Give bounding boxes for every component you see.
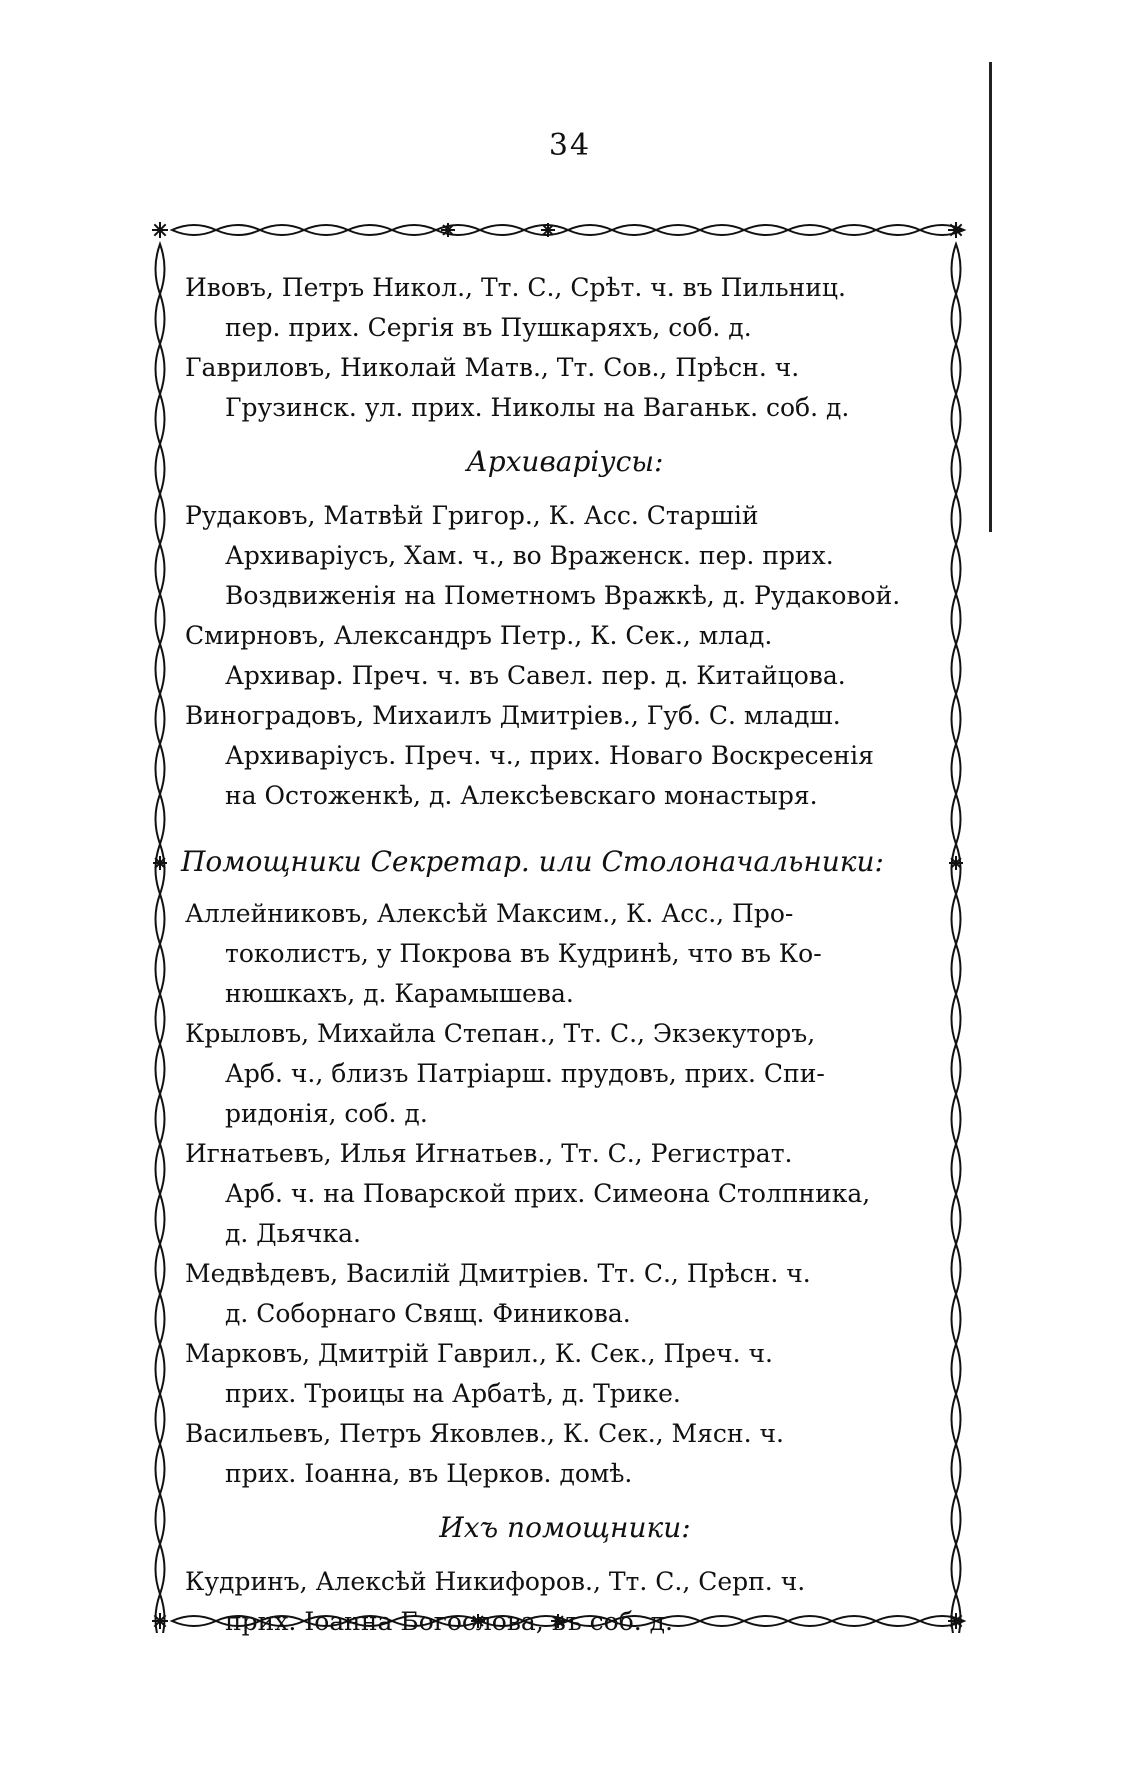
right-chain-link xyxy=(952,1444,961,1494)
right-chain-link xyxy=(952,1344,961,1394)
entry-line: Воздвиженія на Пометномъ Вражкѣ, д. Рудаковой. xyxy=(225,581,901,610)
left-chain-link xyxy=(156,1344,165,1394)
entry xyxy=(185,894,945,1014)
entry-line: Медвѣдевъ, Василій Дмитріев. Тт. С., Прѣсн. ч. xyxy=(185,1259,811,1288)
left-chain-link xyxy=(156,694,165,744)
top-chain-link xyxy=(480,225,524,235)
entry-line: Арб. ч., близъ Патріарш. прудовъ, прих. Спи- xyxy=(225,1059,825,1088)
left-chain-link xyxy=(156,794,165,844)
top-chain-link xyxy=(612,225,656,235)
section-heading: Помощники Секретар. или Столоначальники: xyxy=(181,845,884,878)
top-chain-link xyxy=(348,225,392,235)
left-chain-link xyxy=(156,1094,165,1144)
right-chain-link xyxy=(952,494,961,544)
entry xyxy=(185,1014,945,1134)
entry xyxy=(185,1334,945,1414)
entry-line: на Остоженкѣ, д. Алексѣевскаго монастыря. xyxy=(225,781,818,810)
entry xyxy=(185,348,945,428)
top-chain-link xyxy=(172,225,216,235)
entry xyxy=(185,1254,945,1334)
right-chain-link xyxy=(952,1144,961,1194)
right-chain-link xyxy=(952,1294,961,1344)
entry-line: Кудринъ, Алексѣй Никифоров., Тт. С., Серп. ч. xyxy=(185,1567,806,1596)
entry xyxy=(185,496,945,616)
right-chain-link xyxy=(952,394,961,444)
entry-line: прих. Троицы на Арбатѣ, д. Трике. xyxy=(225,1379,681,1408)
section-their-assistants xyxy=(185,1508,945,1642)
left-chain-link xyxy=(156,744,165,794)
entry-line: пер. прих. Сергія въ Пушкаряхъ, соб. д. xyxy=(225,313,752,342)
right-chain-link xyxy=(952,294,961,344)
right-chain-link xyxy=(952,1394,961,1444)
right-chain-link xyxy=(952,1494,961,1544)
left-chain-link xyxy=(156,1144,165,1194)
entry-line: Архиваріусъ. Преч. ч., прих. Новаго Воскресенія xyxy=(225,741,874,770)
right-chain-link xyxy=(952,444,961,494)
entry-line: Марковъ, Дмитрій Гаврил., К. Сек., Преч. ч. xyxy=(185,1339,773,1368)
left-chain-link xyxy=(156,944,165,994)
entry-line: Васильевъ, Петръ Яковлев., К. Сек., Мясн. ч. xyxy=(185,1419,784,1448)
right-chain-link xyxy=(952,594,961,644)
right-chain-link xyxy=(952,544,961,594)
right-chain-link xyxy=(952,944,961,994)
right-chain-link xyxy=(952,994,961,1044)
left-chain-link xyxy=(156,494,165,544)
top-chain-link xyxy=(392,225,436,235)
entry-line: нюшкахъ, д. Карамышева. xyxy=(225,979,574,1008)
right-chain-link xyxy=(952,1094,961,1144)
top-chain-link xyxy=(656,225,700,235)
left-chain-link xyxy=(156,994,165,1044)
left-chain-link xyxy=(156,1194,165,1244)
top-chain-link xyxy=(700,225,744,235)
left-chain-link xyxy=(156,1494,165,1544)
right-chain-link xyxy=(952,644,961,694)
entry-line: Архивар. Преч. ч. въ Савел. пер. д. Китайцова. xyxy=(225,661,846,690)
entry-line: Архиваріусъ, Хам. ч., во Враженск. пер. прих. xyxy=(225,541,834,570)
entry-line: Виноградовъ, Михаилъ Дмитріев., Губ. С. младш. xyxy=(185,701,841,730)
section-heading: Ихъ помощники: xyxy=(439,1511,691,1544)
left-chain-link xyxy=(156,1244,165,1294)
left-chain-link xyxy=(156,294,165,344)
entry xyxy=(185,1562,945,1642)
page-text xyxy=(181,268,945,1642)
right-chain-link xyxy=(952,794,961,844)
entry xyxy=(185,1414,945,1494)
entry-line: Арб. ч. на Поварской прих. Симеона Столпника, xyxy=(225,1179,871,1208)
entry-line: Гавриловъ, Николай Матв., Тт. Сов., Прѣсн. ч. xyxy=(185,353,800,382)
left-chain-link xyxy=(156,444,165,494)
right-chain-link xyxy=(952,344,961,394)
right-chain-link xyxy=(952,694,961,744)
left-chain-link xyxy=(156,1294,165,1344)
right-chain-link xyxy=(952,1194,961,1244)
left-chain-link xyxy=(156,1444,165,1494)
entry-line: д. Дьячка. xyxy=(225,1219,361,1248)
entry-line: Рудаковъ, Матвѣй Григор., К. Асс. Старшій xyxy=(185,501,759,530)
section-assistant-secretaries xyxy=(181,842,945,1494)
top-chain-link xyxy=(216,225,260,235)
entry-line: Крыловъ, Михайла Степан., Тт. С., Экзекуторъ, xyxy=(185,1019,816,1048)
left-chain-link xyxy=(156,594,165,644)
top-chain-link xyxy=(568,225,612,235)
entry-line: д. Соборнаго Свящ. Финикова. xyxy=(225,1299,631,1328)
right-chain-link xyxy=(952,894,961,944)
left-chain-link xyxy=(156,344,165,394)
top-chain-link xyxy=(304,225,348,235)
right-chain-link xyxy=(952,744,961,794)
left-chain-link xyxy=(156,394,165,444)
entry-line: Аллейниковъ, Алексѣй Максим., К. Асс., Про- xyxy=(185,899,794,928)
entry xyxy=(185,268,945,348)
entry-line: Грузинск. ул. прих. Николы на Ваганьк. соб. д. xyxy=(225,393,850,422)
right-chain-link xyxy=(952,1244,961,1294)
entry-line: прих. Іоанна, въ Церков. домѣ. xyxy=(225,1459,633,1488)
left-chain-link xyxy=(156,644,165,694)
section-heading: Архиваріусы: xyxy=(466,445,664,478)
entry-line: токолистъ, у Покрова въ Кудринѣ, что въ Ко- xyxy=(225,939,822,968)
page-number: 34 xyxy=(548,128,592,163)
entry-line: Игнатьевъ, Илья Игнатьев., Тт. С., Регистрат. xyxy=(185,1139,793,1168)
top-chain-link xyxy=(744,225,788,235)
section-archivists xyxy=(185,442,945,816)
right-chain-link xyxy=(952,1544,961,1594)
top-chain-link xyxy=(876,225,920,235)
left-chain-link xyxy=(156,1394,165,1444)
section-continuation xyxy=(185,268,945,428)
entry xyxy=(185,1134,945,1254)
top-chain-link xyxy=(260,225,304,235)
top-chain-link xyxy=(788,225,832,235)
entry xyxy=(185,616,945,696)
entry-line: Ивовъ, Петръ Никол., Тт. С., Срѣт. ч. въ Пильниц. xyxy=(185,273,846,302)
right-chain-link xyxy=(952,1044,961,1094)
left-chain-link xyxy=(156,1044,165,1094)
left-chain-link xyxy=(156,1544,165,1594)
left-chain-link xyxy=(156,244,165,294)
left-chain-link xyxy=(156,544,165,594)
left-chain-link xyxy=(156,894,165,944)
entry-line: ридонія, соб. д. xyxy=(225,1099,428,1128)
right-chain-link xyxy=(952,244,961,294)
entry-line: Смирновъ, Александръ Петр., К. Сек., млад. xyxy=(185,621,773,650)
entry xyxy=(185,696,945,816)
top-chain-link xyxy=(832,225,876,235)
entry-line: прих. Іоанна Богослова, въ соб. д. xyxy=(225,1607,673,1636)
